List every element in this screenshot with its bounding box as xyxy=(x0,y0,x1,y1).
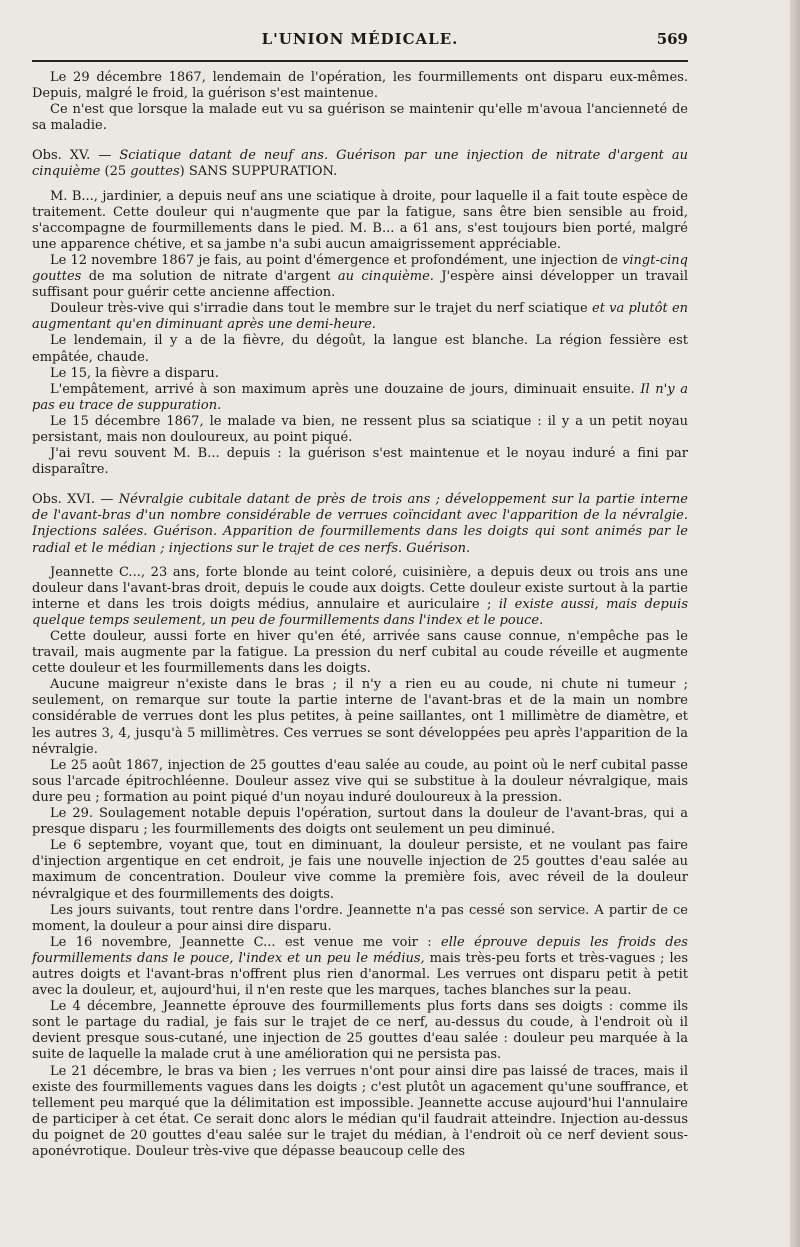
text-run: mais très-peu forts et très-vagues ; les autres doigts et l'avant-bras n'offrent plus rien d'anormal. Les verrues ont disparu petit à petit avec la douleur, et, aujourd'hui, il n'en reste que les marques, taches blanches sur la peau. xyxy=(32,950,688,999)
observation-heading-xv xyxy=(32,148,688,180)
journal-title: L'UNION MÉDICALE. xyxy=(261,30,459,48)
italic-text: au cinquième. xyxy=(337,269,434,285)
text-run: L'empâtement, arrivé à son maximum après une douzaine de jours, diminuait ensuite. xyxy=(50,381,641,397)
paragraph xyxy=(32,366,688,382)
text-run: Douleur très-vive qui s'irradie dans tout le membre sur le trajet du nerf sciatique xyxy=(50,301,592,317)
text-run: Le 21 décembre, le bras va bien ; les verrues n'ont pour ainsi dire pas laissé de traces, mais il existe des fourmillements vagues dans les doigts ; c'est plutôt un agacement qu'une souffrance, et tellement peu marqué que la délimitation est impossible. Jeannette accuse aujourd'hui l'annulaire de participer à cet état. Ce serait donc alors le médian qu'il faudrait atteindre. Injection au-dessus du poignet de 20 gouttes d'eau salée sur le trajet du médian, à l'endroit où ce nerf devient sous-aponévrotique. Douleur très-vive que dépasse beaucoup celle des xyxy=(32,1063,688,1159)
text-run: Le 25 août 1867, injection de 25 gouttes d'eau salée au coude, au point où le nerf cubital passe sous l'arcade épitrochléenne. Douleur assez vive qui se substitue à la douleur névralgique, mais dure peu ; formation au point piqué d'un noyau induré douloureux à la pression. xyxy=(32,757,688,805)
text-run: Le 29. Soulagement notable depuis l'opération, surtout dans la douleur de l'avant-bras, qui a presque disparu ; les fourmillements des doigts ont seulement un peu diminué. xyxy=(32,806,688,838)
text-run: Le lendemain, il y a de la fièvre, du dégoût, la langue est blanche. La région fessière est empâtée, chaude. xyxy=(32,333,688,365)
italic-text: et va plutôt en augmentant qu'en diminuant après une demi-heure. xyxy=(32,301,689,333)
observation-heading-xvi xyxy=(32,492,688,556)
paragraph xyxy=(32,806,688,838)
paragraph xyxy=(32,1064,688,1161)
text-run: Le 29 décembre 1867, lendemain de l'opération, les fourmillements ont disparu eux-mêmes. Depuis, malgré le froid, la guérison s'est maintenue. xyxy=(32,70,688,102)
running-header xyxy=(32,26,688,62)
italic-text: vingt-cinq gouttes xyxy=(32,252,688,285)
paragraph xyxy=(32,102,688,134)
text-run: Ce n'est que lorsque la malade eut vu sa guérison se maintenir qu'elle m'avoua l'ancienneté de sa maladie. xyxy=(32,102,688,134)
paragraph xyxy=(32,999,688,1063)
paragraph xyxy=(32,935,688,999)
text-run: Le 16 novembre, Jeannette C... est venue me voir : xyxy=(50,934,442,950)
paragraph xyxy=(32,253,688,301)
italic-text: gouttes xyxy=(130,164,180,180)
text-run: M. B..., jardinier, a depuis neuf ans une sciatique à droite, pour laquelle il a fait toute espèce de traitement. Cette douleur qui n'augmente que par la fatigue, sans être bien sensible au froid, s'accompagne de fourmillements dans le pied. M. B... a 61 ans, s'est toujours bien porté, malgré une apparence chétive, et sa jambe n'a subi aucun amaigrissement appréciable. xyxy=(32,188,688,252)
text-run: J'ai revu souvent M. B... depuis : la guérison s'est maintenue et le noyau induré a fini par disparaître. xyxy=(32,446,688,478)
text-run: Jeannette C..., 23 ans, forte blonde au teint coloré, cuisinière, a depuis deux ou trois ans une douleur dans l'avant-bras droit, depuis le coude aux doigts. Cette douleur existe surtout à la partie interne et dans les trois doigts médius, annulaire et auriculaire ; xyxy=(32,564,688,612)
text-run: Obs. XV. — xyxy=(32,148,120,164)
paragraph xyxy=(32,301,688,333)
paragraph xyxy=(32,414,688,446)
text-run: Aucune maigreur n'existe dans le bras ; il n'y a rien eu au coude, ni chute ni tumeur ; seulement, on remarque sur toute la partie interne de l'avant-bras et de la main un nombre considérable de verrues dont les plus petites, à peine saillantes, ont 1 millimètre de diamètre, et les autres 3, 4, jusqu'à 5 millimètres. Ces verrues se sont développées peu après l'apparition de la névralgie. xyxy=(32,677,688,757)
italic-text: il existe aussi, mais depuis quelque temps seulement, un peu de fourmillements dans l'index et le pouce. xyxy=(32,596,688,628)
paragraph xyxy=(32,838,688,902)
paragraph xyxy=(32,758,688,806)
paragraph xyxy=(32,333,688,365)
paragraph xyxy=(32,446,688,478)
page-edge xyxy=(790,0,800,1247)
paragraph xyxy=(32,70,688,102)
italic-text: Névralgie cubitale datant de près de trois ans ; développement sur la partie interne de l'avant-bras d'un nombre considérable de verrues coïncidant avec l'apparition de la névralgie. Injections salées. Guérison. Apparition de fourmillements dans les doigts qui sont animés par le radial et le médian ; injections sur le trajet de ces nerfs. Guérison. xyxy=(32,492,688,556)
text-run: Le 6 septembre, voyant que, tout en diminuant, la douleur persiste, et ne voulant pas faire d'injection argentique en cet endroit, je fais une nouvelle injection de 25 gouttes d'eau salée au maximum de concentration. Douleur vive comme la première fois, avec réveil de la douleur névralgique et des fourmillements des doigts. xyxy=(32,838,688,902)
text-run: ) SANS SUPPURATION. xyxy=(179,164,338,180)
paragraph xyxy=(32,565,688,629)
text-run: Le 15 décembre 1867, le malade va bien, ne ressent plus sa sciatique : il y a un petit noyau persistant, mais non douloureux, au point piqué. xyxy=(32,413,688,445)
text-run: (25 xyxy=(100,164,131,180)
text-run: Obs. XVI. — xyxy=(32,492,119,508)
paragraph xyxy=(32,382,688,414)
paragraph xyxy=(32,629,688,677)
italic-text: elle éprouve depuis les froids des fourmillements dans le pouce, l'index et un peu le médius, xyxy=(32,934,688,966)
page-number: 569 xyxy=(656,30,688,48)
text-run: Le 15, la fièvre a disparu. xyxy=(50,365,219,381)
text-run: J'espère ainsi développer un travail suffisant pour guérir cette ancienne affection. xyxy=(32,269,689,301)
text-run: Le 12 novembre 1867 je fais, au point d'émergence et profondément, une injection de xyxy=(50,252,623,268)
italic-text: Il n'y a pas eu trace de suppuration. xyxy=(32,381,688,413)
text-run: Cette douleur, aussi forte en hiver qu'en été, arrivée sans cause connue, n'empêche pas le travail, mais augmente par la fatigue. La pression du nerf cubital au coude réveille et augmente cette douleur et les fourmillements dans les doigts. xyxy=(32,629,688,677)
italic-text: Sciatique datant de neuf ans. Guérison par une injection de nitrate d'argent au cinquième xyxy=(32,148,689,180)
document-body xyxy=(32,62,688,1160)
paragraph xyxy=(32,903,688,935)
text-run: de ma solution de nitrate d'argent xyxy=(81,269,338,285)
paragraph xyxy=(32,677,688,757)
text-run: Les jours suivants, tout rentre dans l'ordre. Jeannette n'a pas cessé son service. A partir de ce moment, la douleur a pour ainsi dire disparu. xyxy=(32,902,688,934)
paragraph xyxy=(32,189,688,253)
text-run: Le 4 décembre, Jeannette éprouve des fourmillements plus forts dans ses doigts : comme ils sont le partage du radial, je fais sur le trajet de ce nerf, au-dessus du coude, à l'endroit où il devient presque sous-cutané, une injection de 25 gouttes d'eau salée : douleur peu marquée à la suite de laquelle la malade crut à une amélioration qui ne persista pas. xyxy=(32,999,688,1063)
